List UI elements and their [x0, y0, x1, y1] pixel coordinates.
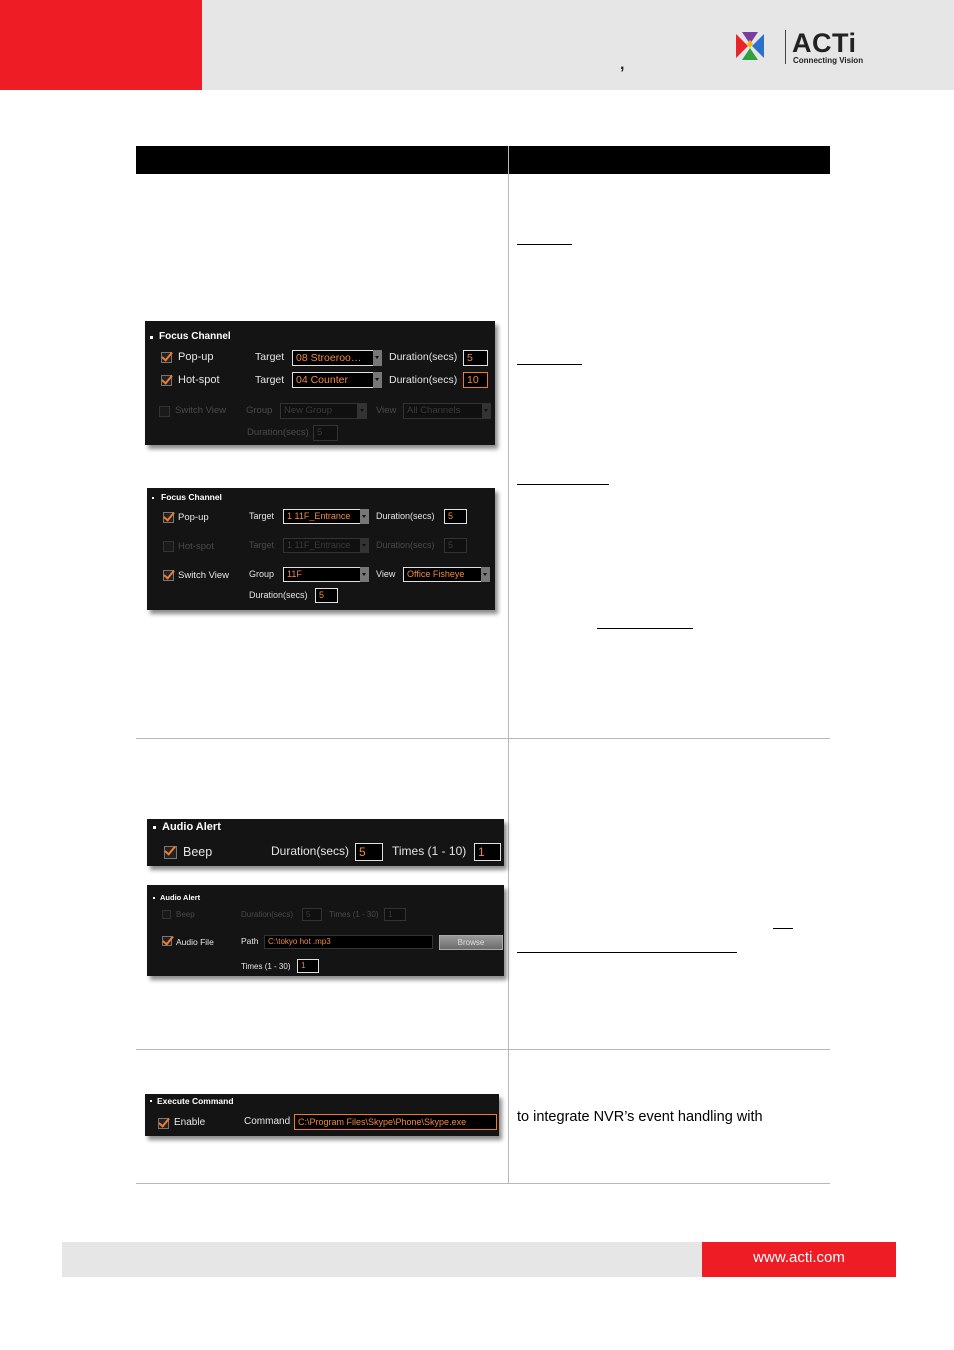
view-label: View: [376, 569, 396, 579]
hotspot-duration-input[interactable]: 5: [444, 538, 467, 553]
command-label: Command: [244, 1116, 291, 1127]
header-red-block: [0, 0, 202, 90]
table-row-divider: [136, 1049, 830, 1050]
beep-duration-input[interactable]: 5: [302, 908, 322, 921]
focus-channel-panel-2: [147, 488, 495, 610]
hotspot-target-select[interactable]: 04 Counter: [292, 372, 374, 388]
bullet-icon: [153, 897, 155, 899]
file-times-input[interactable]: 1: [297, 959, 319, 973]
chevron-down-icon[interactable]: [360, 567, 369, 582]
focus-channel-panel-1: [145, 321, 495, 445]
group-label: Group: [249, 569, 275, 579]
group-label: Group: [246, 405, 273, 416]
group-select[interactable]: 11F: [283, 567, 361, 582]
logo-divider: [785, 30, 786, 64]
switch-view-label: Switch View: [175, 405, 227, 416]
panel-title: Audio Alert: [160, 893, 201, 902]
popup-duration-input[interactable]: 5: [444, 509, 467, 524]
times-label: Times (1 - 30): [241, 962, 291, 971]
hotspot-target-select[interactable]: 1 11F_Entrance: [283, 538, 361, 553]
view-label: View: [376, 405, 397, 416]
target-label: Target: [249, 511, 275, 521]
enable-label: Enable: [174, 1117, 206, 1128]
logo-wordmark: ACTi: [792, 28, 857, 58]
group-select[interactable]: New Group: [280, 403, 358, 419]
view-select[interactable]: Office Fisheye: [403, 567, 482, 582]
underline-mark: [517, 364, 582, 365]
chevron-down-icon[interactable]: [373, 350, 382, 366]
target-label: Target: [255, 374, 285, 386]
beep-checkbox[interactable]: [164, 846, 177, 859]
duration-label: Duration(secs): [241, 910, 294, 919]
table-column-divider: [508, 146, 509, 1183]
hotspot-label: Hot-spot: [178, 541, 214, 552]
audio-file-label: Audio File: [176, 937, 214, 947]
logo-tagline: Connecting Vision: [793, 56, 864, 65]
beep-label: Beep: [176, 910, 195, 919]
audio-alert-panel-1: [147, 819, 504, 866]
duration-label: Duration(secs): [376, 511, 435, 521]
underline-mark: [517, 952, 737, 953]
switch-view-label: Switch View: [178, 570, 230, 581]
panel-title: Focus Channel: [161, 492, 222, 502]
command-description-text: to integrate NVR’s event handling with: [517, 1109, 763, 1125]
audio-path-input[interactable]: C:\tokyo hot .mp3: [264, 935, 433, 949]
audio-file-checkbox[interactable]: [162, 936, 172, 946]
duration-label: Duration(secs): [247, 427, 309, 438]
switch-view-checkbox[interactable]: [159, 406, 170, 417]
duration-label: Duration(secs): [249, 590, 308, 600]
popup-duration-input[interactable]: 5: [463, 350, 488, 366]
footer-url-link[interactable]: www.acti.com: [753, 1249, 845, 1266]
popup-checkbox[interactable]: [163, 512, 174, 523]
popup-target-select[interactable]: 08 Stroeroo…: [292, 350, 374, 366]
table-row-divider: [136, 738, 830, 739]
enable-checkbox[interactable]: [158, 1118, 169, 1129]
chevron-down-icon[interactable]: [481, 567, 490, 582]
audio-alert-panel-2: [147, 885, 504, 976]
chevron-down-icon[interactable]: [360, 509, 369, 524]
beep-checkbox[interactable]: [162, 910, 171, 919]
view-select[interactable]: All Channels: [403, 403, 483, 419]
times-label: Times (1 - 10): [392, 844, 467, 858]
chevron-down-icon[interactable]: [373, 372, 382, 388]
hotspot-checkbox[interactable]: [161, 375, 172, 386]
popup-label: Pop-up: [178, 512, 209, 523]
underline-mark: [517, 484, 609, 485]
beep-times-input[interactable]: 1: [474, 843, 501, 861]
bullet-icon: [150, 1100, 152, 1102]
underline-mark: [773, 928, 793, 929]
chevron-down-icon[interactable]: [482, 403, 491, 419]
execute-command-panel: [145, 1094, 499, 1136]
beep-duration-input[interactable]: 5: [355, 843, 383, 861]
panel-title: Focus Channel: [159, 331, 231, 342]
beep-label: Beep: [183, 845, 213, 859]
path-label: Path: [241, 936, 259, 946]
target-label: Target: [255, 351, 285, 363]
duration-label: Duration(secs): [271, 844, 350, 858]
switch-duration-input[interactable]: 5: [315, 588, 338, 603]
duration-label: Duration(secs): [389, 351, 458, 363]
chevron-down-icon[interactable]: [360, 538, 369, 553]
bullet-icon: [150, 336, 153, 339]
switch-duration-input[interactable]: 5: [313, 425, 338, 441]
bullet-icon: [152, 497, 154, 499]
beep-times-input[interactable]: 1: [384, 908, 406, 921]
header-stray-text: ,: [620, 56, 625, 73]
hotspot-duration-input[interactable]: 10: [463, 372, 488, 388]
duration-label: Duration(secs): [389, 374, 458, 386]
chevron-down-icon[interactable]: [358, 403, 367, 419]
table-header-row: [136, 146, 830, 174]
underline-mark: [597, 628, 693, 629]
duration-label: Duration(secs): [376, 540, 435, 550]
browse-button[interactable]: Browse: [439, 935, 503, 950]
hotspot-label: Hot-spot: [178, 374, 220, 386]
command-input[interactable]: C:\Program Files\Skype\Phone\Skype.exe: [294, 1114, 497, 1130]
target-label: Target: [249, 540, 275, 550]
popup-target-select[interactable]: 1 11F_Entrance: [283, 509, 361, 524]
underline-mark: [517, 244, 572, 245]
bullet-icon: [153, 826, 156, 829]
hotspot-checkbox[interactable]: [163, 541, 174, 552]
table-bottom-border: [136, 1183, 830, 1184]
panel-title: Execute Command: [157, 1096, 234, 1106]
popup-label: Pop-up: [178, 351, 214, 363]
switch-view-checkbox[interactable]: [163, 570, 174, 581]
times-label: Times (1 - 30): [329, 910, 379, 919]
popup-checkbox[interactable]: [161, 352, 172, 363]
panel-title: Audio Alert: [162, 821, 221, 833]
